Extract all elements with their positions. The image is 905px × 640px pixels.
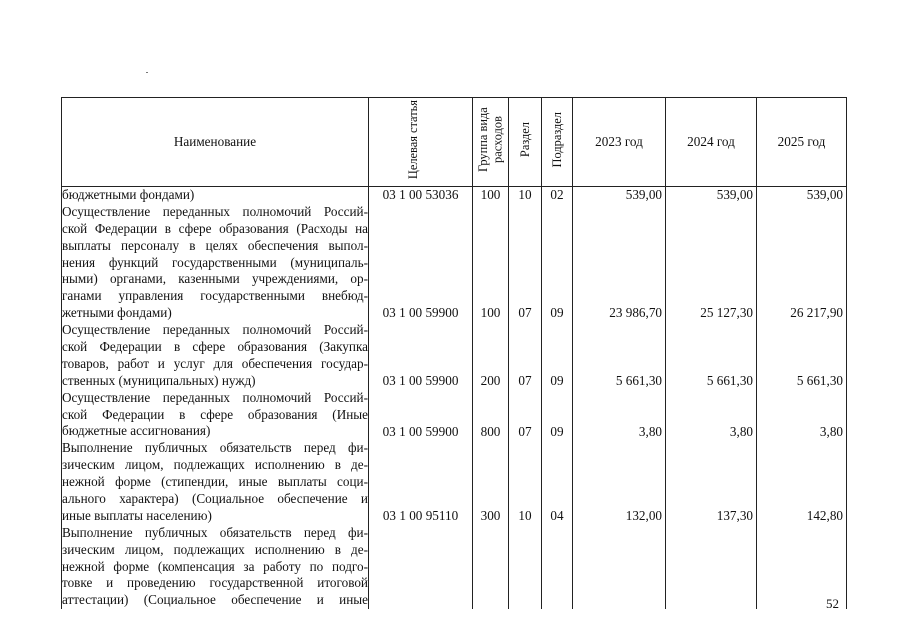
amount-2023: 3,80 bbox=[638, 423, 662, 439]
header-name: Наименование bbox=[62, 98, 369, 187]
name-line: нежной форме (стипендии, иные выплаты соци- bbox=[62, 474, 368, 490]
name-line: ального характера) (Социальное обеспечение и bbox=[62, 491, 368, 507]
amount-2024: 5 661,30 bbox=[706, 372, 753, 388]
amount-2024: 539,00 bbox=[716, 187, 753, 202]
target-article-column bbox=[369, 187, 473, 610]
header-2023: 2023 год bbox=[573, 98, 666, 187]
name-line: зическим лицом, подлежащих исполнению в де- bbox=[62, 541, 368, 557]
name-line: нения функций государственными (муниципаль- bbox=[62, 254, 368, 270]
name-line: товаров, работ и услуг для обеспечения государ- bbox=[62, 355, 368, 371]
amount-2025: 5 661,30 bbox=[796, 372, 843, 388]
scan-speck bbox=[146, 72, 148, 73]
header-section: Раздел bbox=[509, 98, 542, 187]
target-article-value: 03 1 00 59900 bbox=[382, 423, 459, 439]
target-article-value: 03 1 00 53036 bbox=[382, 187, 459, 202]
header-2024: 2024 год bbox=[666, 98, 757, 187]
name-line: Осуществление переданных полномочий Россий- bbox=[62, 322, 368, 338]
expense-group-value: 100 bbox=[480, 187, 501, 202]
header-2025: 2025 год bbox=[757, 98, 847, 187]
name-line: Осуществление переданных полномочий Россий- bbox=[62, 203, 368, 219]
header-target-article: Целевая статья bbox=[369, 98, 473, 187]
amount-2023: 132,00 bbox=[625, 508, 662, 524]
expense-group-value: 300 bbox=[480, 508, 501, 524]
subsection-value: 09 bbox=[550, 305, 564, 321]
name-line: жетными фондами) bbox=[62, 305, 172, 321]
amount-2023: 23 986,70 bbox=[609, 305, 662, 321]
amount-2025: 539,00 bbox=[806, 187, 843, 202]
subsection-value: 04 bbox=[550, 508, 564, 524]
name-line: бюджетными фондами) bbox=[62, 187, 195, 202]
year-2023-column bbox=[573, 187, 666, 610]
subsection-value: 02 bbox=[550, 187, 564, 202]
name-line: зическим лицом, подлежащих исполнению в де- bbox=[62, 457, 368, 473]
header-subsection: Подраздел bbox=[542, 98, 573, 187]
name-line: ганами управления государственными внебюд- bbox=[62, 288, 368, 304]
page-number: 52 bbox=[826, 596, 839, 611]
name-line: выплаты персоналу в целях обеспечения выпол- bbox=[62, 237, 368, 253]
section-value: 10 bbox=[518, 508, 532, 524]
table-body-row bbox=[62, 187, 847, 610]
expense-group-value: 200 bbox=[480, 372, 501, 388]
section-value: 07 bbox=[518, 423, 532, 439]
name-line: аттестации) (Социальное обеспечение и иные bbox=[62, 592, 368, 608]
name-line: бюджетные ассигнования) bbox=[62, 423, 211, 439]
name-line: Выполнение публичных обязательств перед фи- bbox=[62, 524, 368, 540]
expense-group-value: 100 bbox=[480, 305, 501, 321]
name-line: ской Федерации в сфере образования (Иные bbox=[62, 406, 368, 422]
name-line: ской Федерации в сфере образования (Расходы на bbox=[62, 220, 368, 236]
target-article-value: 03 1 00 95110 bbox=[382, 508, 459, 524]
amount-2024: 3,80 bbox=[729, 423, 753, 439]
header-expense-group: Группа вида расходов bbox=[473, 98, 509, 187]
amount-2025: 3,80 bbox=[819, 423, 843, 439]
expense-group-value: 800 bbox=[480, 423, 501, 439]
name-line: ской Федерации в сфере образования (Закупка bbox=[62, 339, 368, 355]
amount-2025: 26 217,90 bbox=[790, 305, 843, 321]
section-column bbox=[509, 187, 542, 610]
section-value: 10 bbox=[518, 187, 532, 202]
subsection-value: 09 bbox=[550, 423, 564, 439]
name-column-cell bbox=[62, 187, 369, 610]
name-line: нежной форме (компенсация за работу по подго- bbox=[62, 558, 368, 574]
name-line: Осуществление переданных полномочий Россий- bbox=[62, 389, 368, 405]
subsection-value: 09 bbox=[550, 372, 564, 388]
target-article-value: 03 1 00 59900 bbox=[382, 372, 459, 388]
target-article-value: 03 1 00 59900 bbox=[382, 305, 459, 321]
year-2025-column bbox=[757, 187, 847, 610]
budget-table bbox=[61, 97, 847, 609]
amount-2024: 25 127,30 bbox=[700, 305, 753, 321]
amount-2023: 5 661,30 bbox=[615, 372, 662, 388]
expense-group-column bbox=[473, 187, 509, 610]
section-value: 07 bbox=[518, 372, 532, 388]
name-line: Выполнение публичных обязательств перед фи- bbox=[62, 440, 368, 456]
year-2024-column bbox=[666, 187, 757, 610]
amount-2024: 137,30 bbox=[716, 508, 753, 524]
table-header-row bbox=[62, 98, 847, 187]
amount-2025: 142,80 bbox=[806, 508, 843, 524]
section-value: 07 bbox=[518, 305, 532, 321]
name-line: товке и проведению государственной итоговой bbox=[62, 575, 368, 591]
amount-2023: 539,00 bbox=[625, 187, 662, 202]
name-line: иные выплаты населению) bbox=[62, 507, 212, 523]
name-line: ными) органами, казенными учреждениями, ор- bbox=[62, 271, 368, 287]
subsection-column bbox=[542, 187, 573, 610]
name-line: ственных (муниципальных) нужд) bbox=[62, 372, 256, 388]
